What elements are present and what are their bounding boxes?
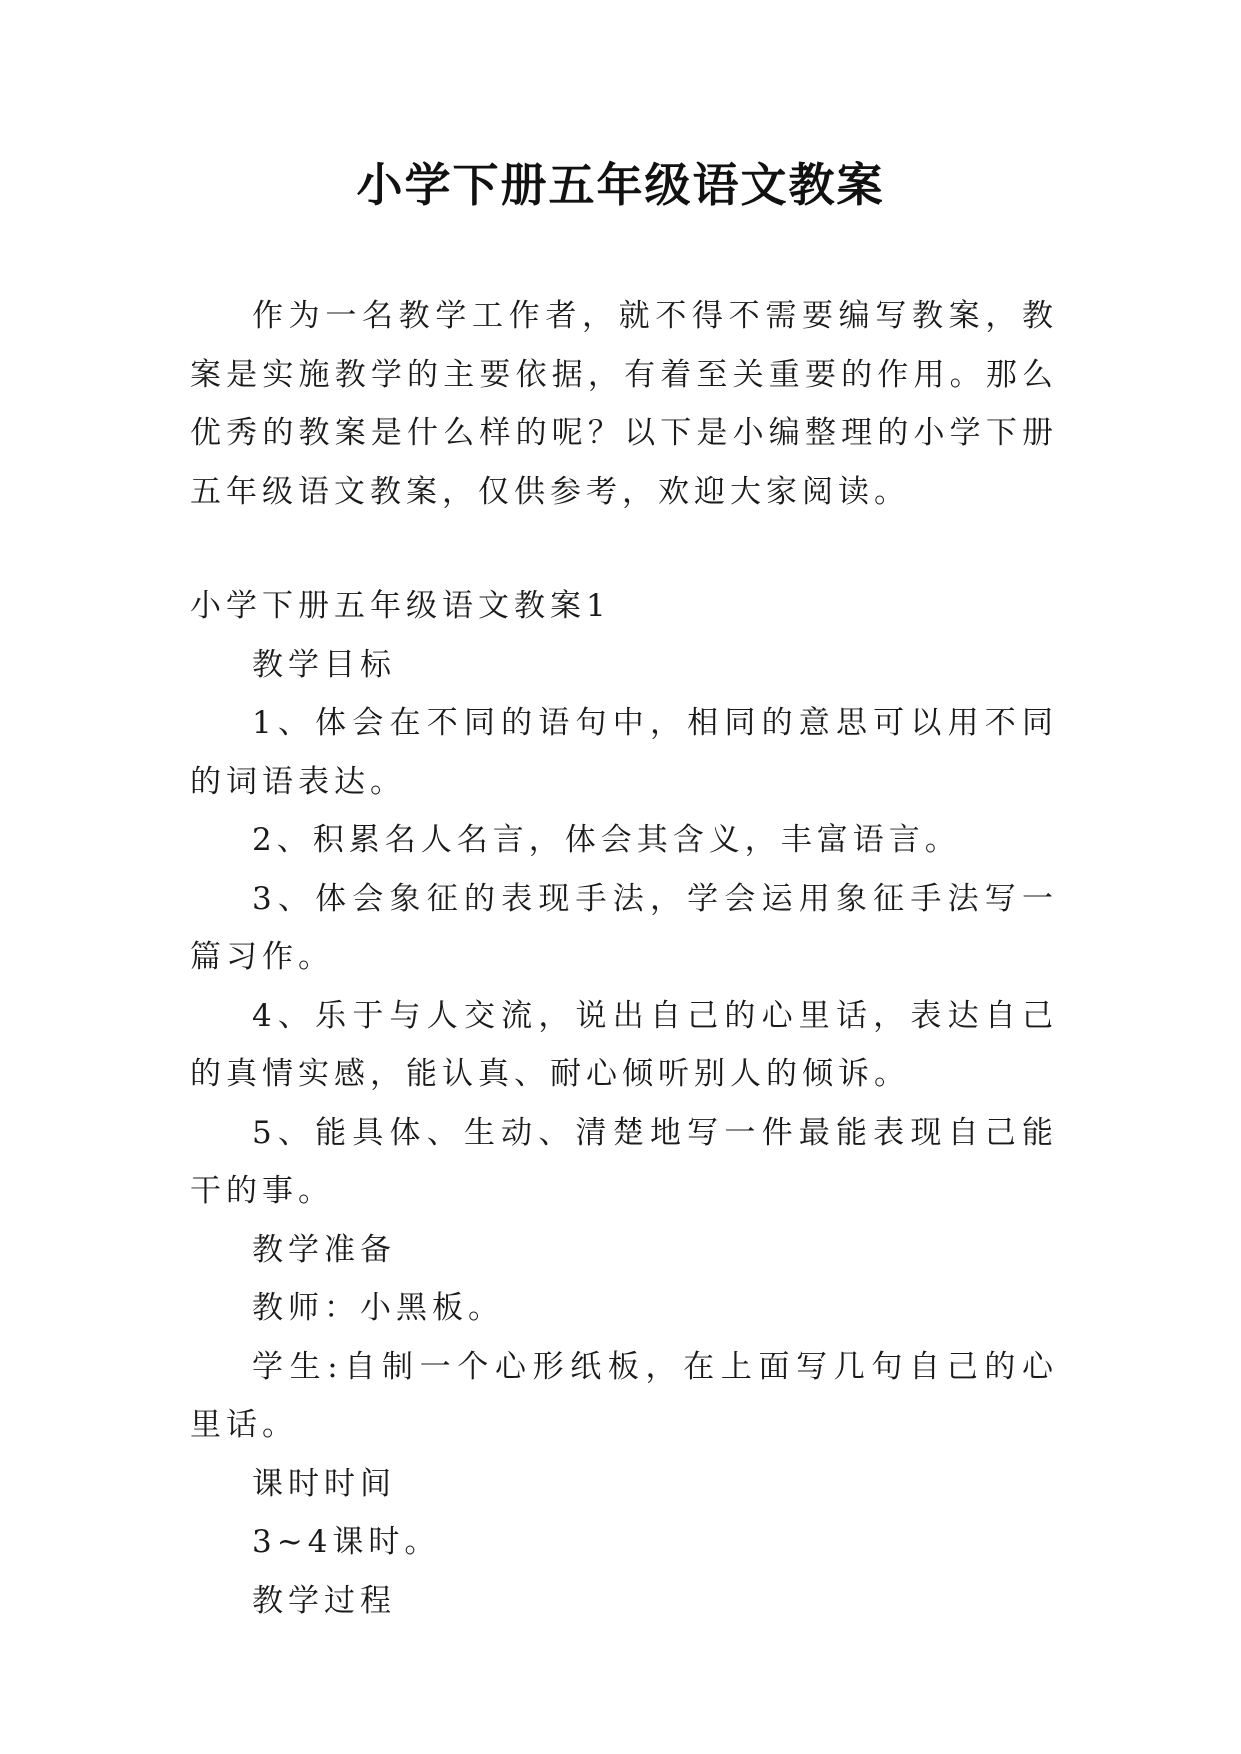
section-heading: 小学下册五年级语文教案1 (190, 588, 611, 624)
heading-teaching-preparation: 教学准备 (252, 1231, 396, 1268)
goal-item-4: 4、乐于与人交流，说出自己的心里话，表达自己的真情实感，能认真、耐心倾听别人的倾诉。 (190, 997, 1058, 1092)
goal-item-2: 2、积累名人名言，体会其含义，丰富语言。 (252, 822, 961, 858)
goal-item-5: 5、能具体、生动、清楚地写一件最能表现自己能干的事。 (190, 1114, 1058, 1209)
lesson-plan-section (190, 577, 1058, 1630)
intro-block (190, 287, 1058, 521)
goal-item-3: 3、体会象征的表现手法，学会运用象征手法写一篇习作。 (190, 880, 1058, 975)
preparation-teacher: 教师：小黑板。 (252, 1290, 504, 1326)
intro-paragraph: 作为一名教学工作者，就不得不需要编写教案，教案是实施教学的主要依据，有着至关重要的作用。那么优秀的教案是什么样的呢？以下是小编整理的小学下册五年级语文教案，仅供参考，欢迎大家阅读。 (190, 298, 1058, 510)
goal-item-1: 1、体会在不同的语句中，相同的意思可以用不同的词语表达。 (190, 705, 1058, 800)
heading-class-time: 课时时间 (252, 1465, 396, 1502)
document-title: 小学下册五年级语文教案 (356, 158, 885, 212)
class-time-value: 3~4课时。 (252, 1524, 441, 1560)
heading-teaching-goals: 教学目标 (252, 646, 396, 683)
heading-teaching-process: 教学过程 (252, 1582, 396, 1619)
preparation-student: 学生:自制一个心形纸板，在上面写几句自己的心里话。 (190, 1348, 1058, 1443)
